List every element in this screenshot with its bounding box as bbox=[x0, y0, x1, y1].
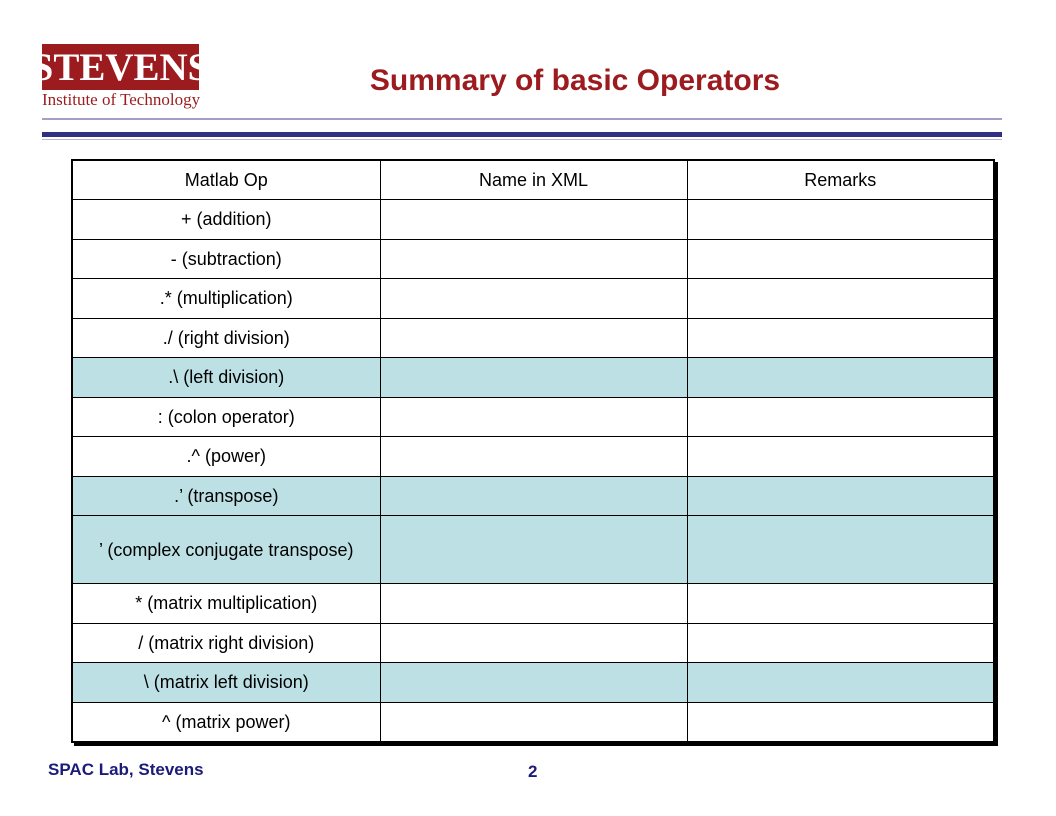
remarks-cell bbox=[687, 318, 994, 358]
header-rule-dark bbox=[42, 132, 1002, 137]
remarks-cell bbox=[687, 200, 994, 240]
xml-cell bbox=[380, 584, 687, 624]
table-row bbox=[72, 200, 994, 240]
remarks-cell bbox=[687, 663, 994, 703]
header-remarks: Remarks bbox=[687, 160, 994, 200]
logo-wordmark: STEVENS bbox=[31, 45, 210, 89]
xml-cell bbox=[380, 702, 687, 742]
xml-cell bbox=[380, 318, 687, 358]
header-name-in-xml: Name in XML bbox=[380, 160, 687, 200]
table-row-highlighted bbox=[72, 358, 994, 398]
xml-cell bbox=[380, 516, 687, 584]
table-row bbox=[72, 584, 994, 624]
table-row bbox=[72, 279, 994, 319]
remarks-cell bbox=[687, 437, 994, 477]
remarks-cell bbox=[687, 584, 994, 624]
op-cell: .\ (left division) bbox=[72, 358, 380, 398]
op-cell: ’ (complex conjugate transpose) bbox=[72, 516, 380, 584]
remarks-cell bbox=[687, 397, 994, 437]
table-header-row bbox=[72, 160, 994, 200]
op-cell: .’ (transpose) bbox=[72, 476, 380, 516]
table-row bbox=[72, 318, 994, 358]
table-row bbox=[72, 437, 994, 477]
op-cell: - (subtraction) bbox=[72, 239, 380, 279]
op-cell: / (matrix right division) bbox=[72, 623, 380, 663]
op-cell: + (addition) bbox=[72, 200, 380, 240]
header-rule-light bbox=[42, 118, 1002, 120]
remarks-cell bbox=[687, 623, 994, 663]
page-number: 2 bbox=[528, 762, 538, 781]
xml-cell bbox=[380, 200, 687, 240]
xml-cell bbox=[380, 623, 687, 663]
xml-cell bbox=[380, 239, 687, 279]
remarks-cell bbox=[687, 358, 994, 398]
xml-cell bbox=[380, 358, 687, 398]
xml-cell bbox=[380, 397, 687, 437]
xml-cell bbox=[380, 437, 687, 477]
remarks-cell bbox=[687, 702, 994, 742]
xml-cell bbox=[380, 476, 687, 516]
remarks-cell bbox=[687, 476, 994, 516]
table-row bbox=[72, 702, 994, 742]
xml-cell bbox=[380, 279, 687, 319]
header-matlab-op: Matlab Op bbox=[72, 160, 380, 200]
table-row bbox=[72, 239, 994, 279]
op-cell: ./ (right division) bbox=[72, 318, 380, 358]
footer-lab-name: SPAC Lab, Stevens bbox=[48, 760, 204, 779]
remarks-cell bbox=[687, 279, 994, 319]
logo-subtitle: Institute of Technology bbox=[42, 90, 201, 109]
table-row-highlighted bbox=[72, 663, 994, 703]
table-row bbox=[72, 623, 994, 663]
remarks-cell bbox=[687, 239, 994, 279]
table-row-highlighted bbox=[72, 476, 994, 516]
operators-table bbox=[71, 159, 995, 743]
op-cell: .^ (power) bbox=[72, 437, 380, 477]
op-cell: * (matrix multiplication) bbox=[72, 584, 380, 624]
table-row-highlighted bbox=[72, 516, 994, 584]
op-cell: ^ (matrix power) bbox=[72, 702, 380, 742]
op-cell: : (colon operator) bbox=[72, 397, 380, 437]
op-cell: .* (multiplication) bbox=[72, 279, 380, 319]
xml-cell bbox=[380, 663, 687, 703]
table-row bbox=[72, 397, 994, 437]
op-cell: \ (matrix left division) bbox=[72, 663, 380, 703]
slide-title: Summary of basic Operators bbox=[369, 64, 781, 97]
stevens-logo bbox=[31, 44, 210, 90]
remarks-cell bbox=[687, 516, 994, 584]
header-rule-thin bbox=[42, 139, 1002, 140]
